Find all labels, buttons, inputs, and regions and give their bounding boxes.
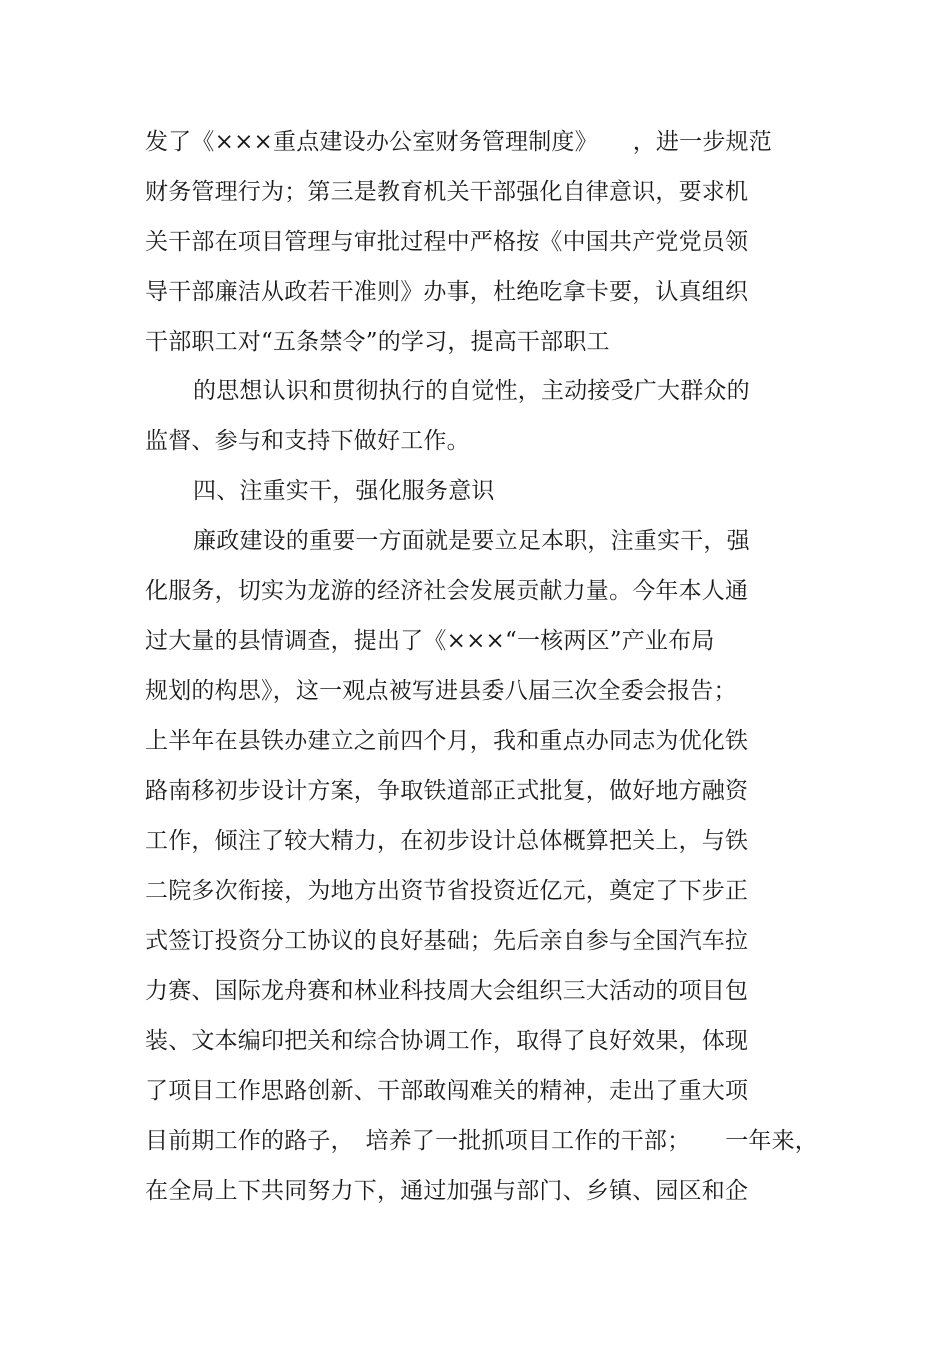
text-line: 工作，倾注了较大精力，在初步设计总体概算把关上，与铁 <box>145 828 749 854</box>
text-line: 发了《×××重点建设办公室财务管理制度》 ，进一步规范 <box>145 129 772 155</box>
text-line: 在全局上下共同努力下，通过加强与部门、乡镇、园区和企 <box>145 1178 749 1204</box>
text-line: 了项目工作思路创新、干部敢闯难关的精神，走出了重大项 <box>145 1078 749 1104</box>
text-line: 财务管理行为；第三是教育机关干部强化自律意识，要求机 <box>145 179 749 205</box>
text-line: 式签订投资分工协议的良好基础；先后亲自参与全国汽车拉 <box>145 928 749 954</box>
text-line: 干部职工对“五条禁令”的学习，提高干部职工 <box>145 329 610 355</box>
text-line: 路南移初步设计方案，争取铁道部正式批复，做好地方融资 <box>145 778 749 804</box>
text-line: 装、文本编印把关和综合协调工作，取得了良好效果，体现 <box>145 1028 749 1054</box>
text-line: 廉政建设的重要一方面就是要立足本职，注重实干，强 <box>193 528 750 554</box>
text-line: 的思想认识和贯彻执行的自觉性，主动接受广大群众的 <box>193 378 750 404</box>
text-line: 化服务，切实为龙游的经济社会发展贡献力量。今年本人通 <box>145 578 749 604</box>
text-line: 力赛、国际龙舟赛和林业科技周大会组织三大活动的项目包 <box>145 978 749 1004</box>
text-line: 目前期工作的路子， 培养了一批抓项目工作的干部； 一年来， <box>145 1128 818 1154</box>
text-line: 过大量的县情调查，提出了《×××“一核两区”产业布局 <box>145 628 715 654</box>
text-line: 关干部在项目管理与审批过程中严格按《中国共产党党员领 <box>145 229 749 255</box>
text-line: 导干部廉洁从政若干准则》办事，杜绝吃拿卡要，认真组织 <box>145 279 749 305</box>
text-line: 上半年在县铁办建立之前四个月，我和重点办同志为优化铁 <box>145 728 749 754</box>
section-heading: 四、注重实干，强化服务意识 <box>193 478 495 504</box>
text-line: 监督、参与和支持下做好工作。 <box>145 428 470 454</box>
text-line: 规划的构思》，这一观点被写进县委八届三次全委会报告； <box>145 678 737 704</box>
text-line: 二院多次衔接，为地方出资节省投资近亿元，奠定了下步正 <box>145 878 749 904</box>
